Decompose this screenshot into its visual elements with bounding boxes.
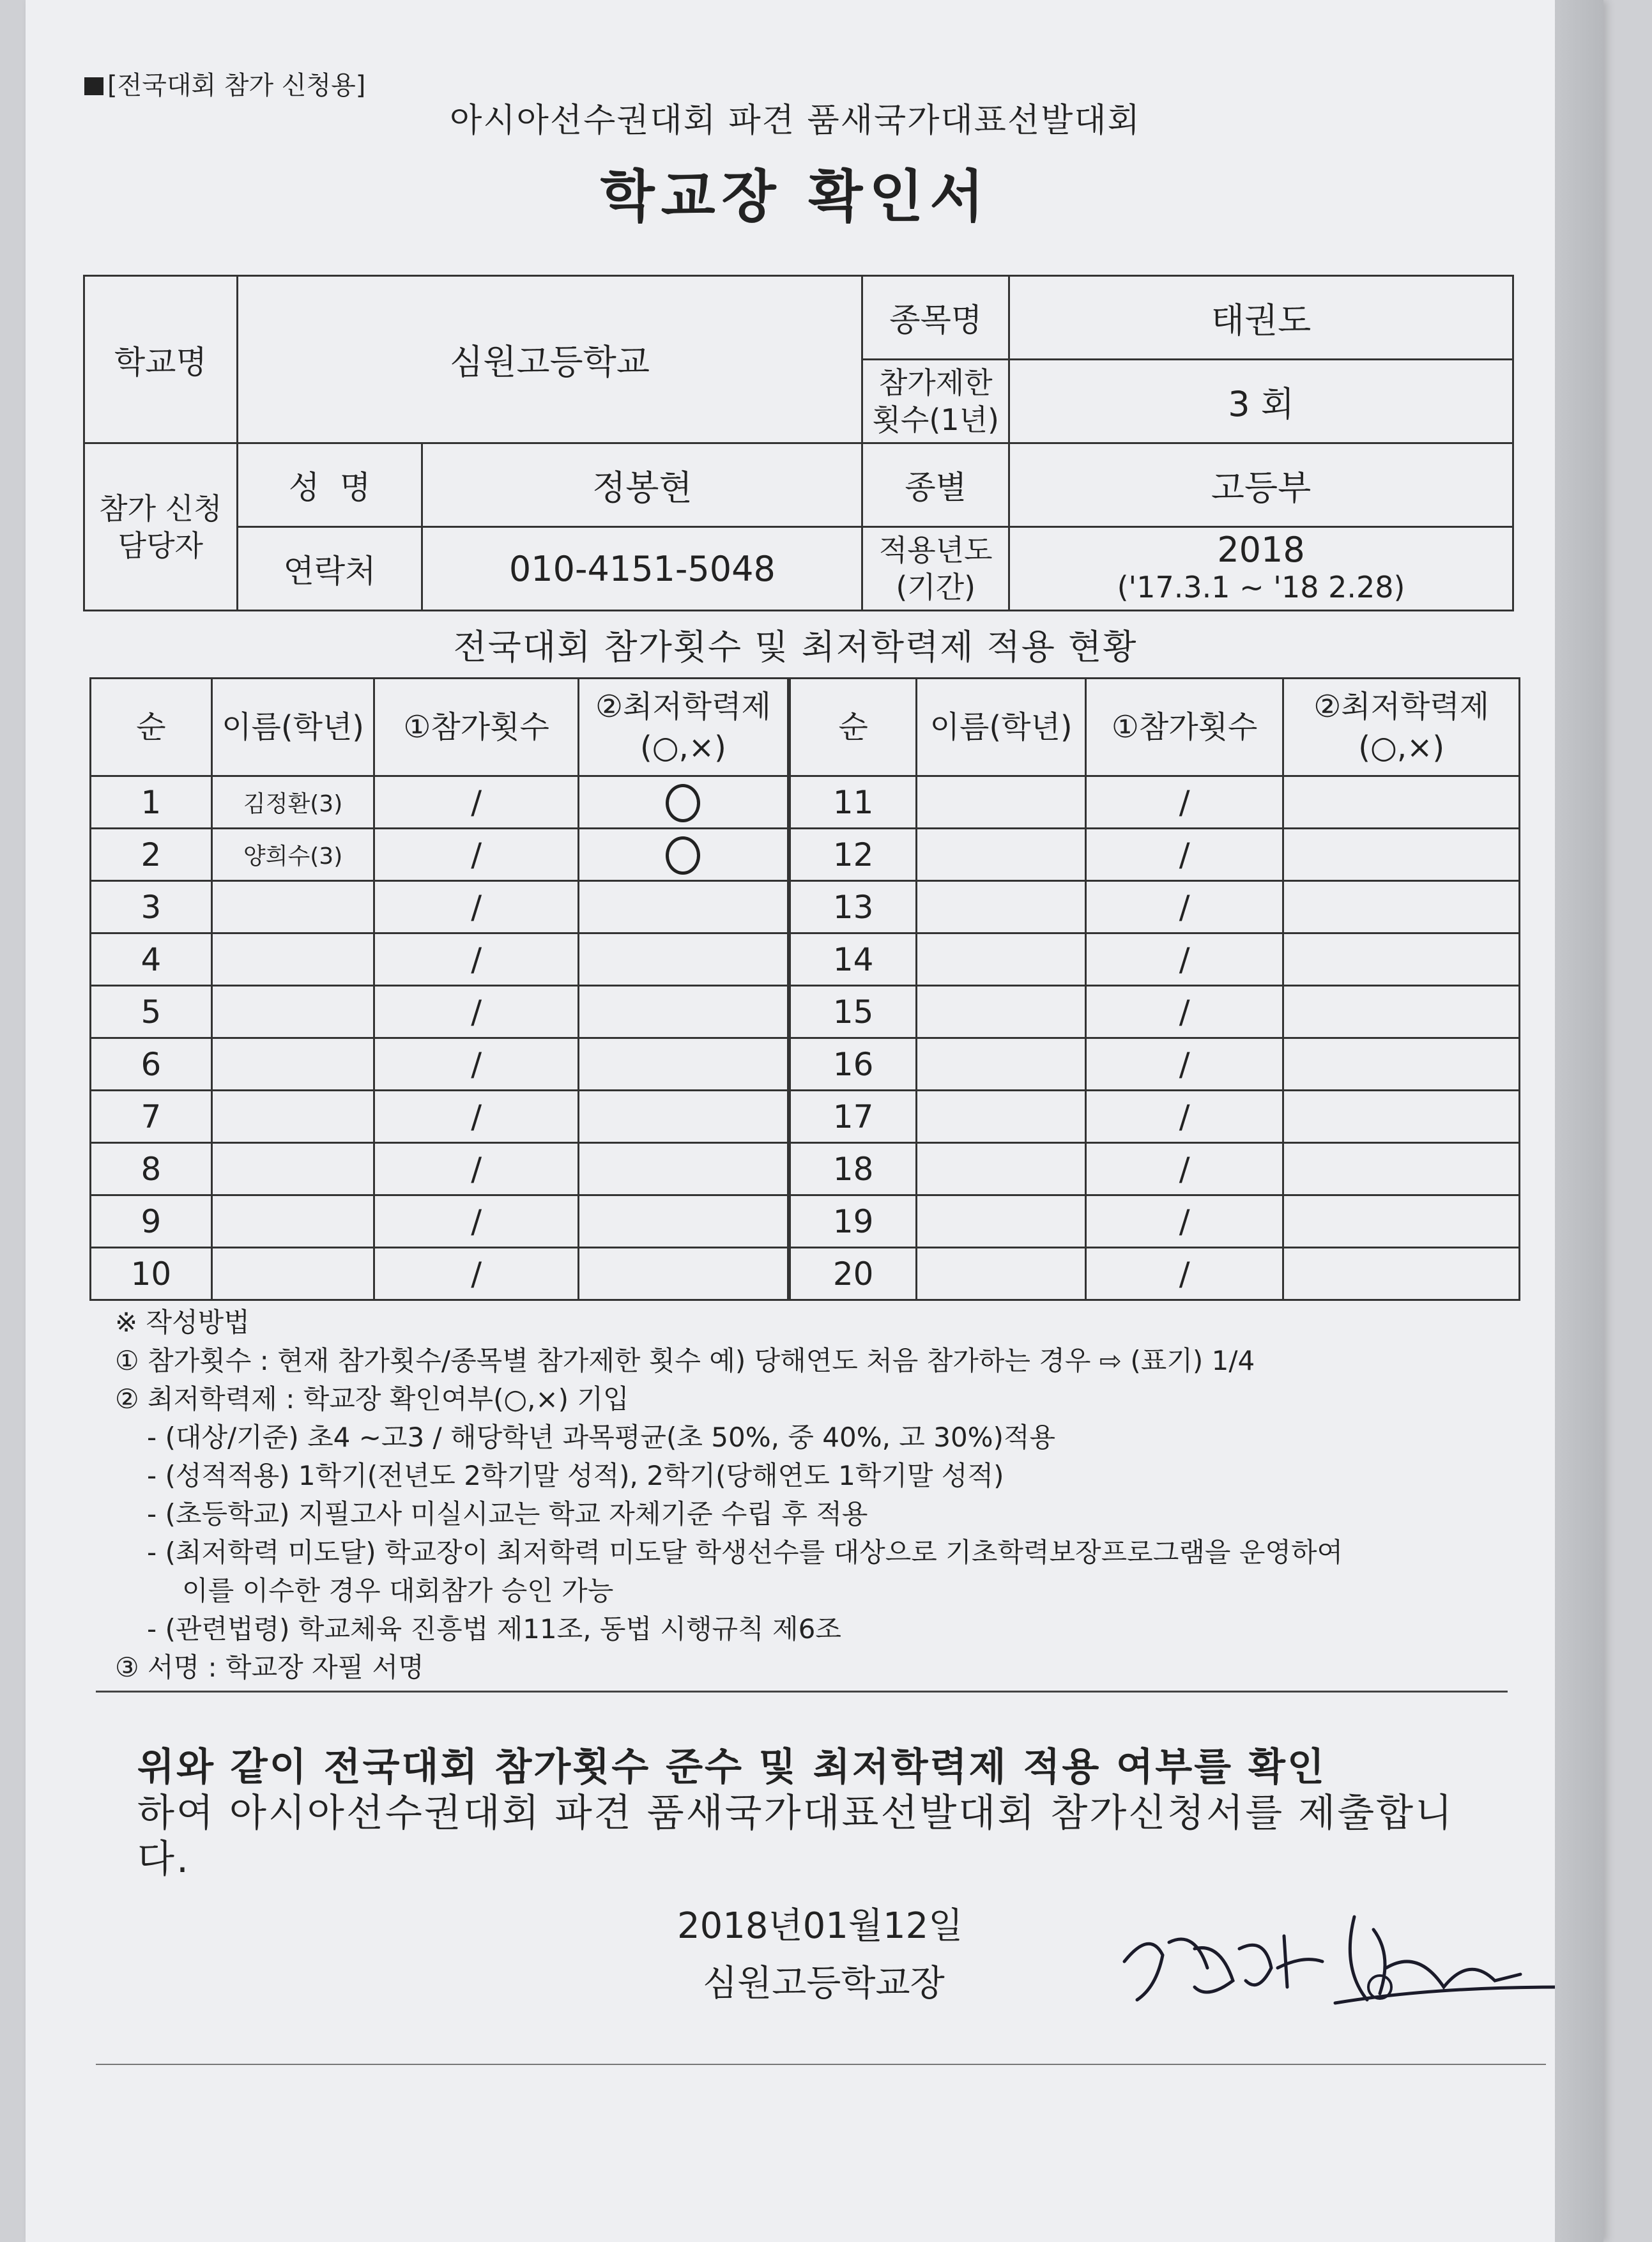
col-header-minimum: ②최저학력제 (○,×): [578, 679, 789, 776]
row-minimum: [578, 933, 789, 986]
row-count: /: [1085, 1195, 1283, 1248]
row-minimum: [1283, 829, 1520, 881]
row-minimum: [578, 776, 789, 829]
row-minimum: [1283, 881, 1520, 933]
col-header-count: ①참가횟수: [374, 679, 578, 776]
school-value: 심원고등학교: [237, 276, 862, 443]
row-count: /: [1085, 986, 1283, 1038]
row-minimum: [578, 1038, 789, 1091]
row-count: /: [374, 1248, 578, 1300]
row-minimum: [578, 829, 789, 881]
row-name: [917, 1091, 1086, 1143]
row-count: /: [1085, 1091, 1283, 1143]
row-no: 5: [91, 986, 212, 1038]
row-name: [917, 1195, 1086, 1248]
row-name: [917, 1143, 1086, 1195]
row-count: /: [1085, 881, 1283, 933]
row-name: [211, 1248, 374, 1300]
row-no: 1: [91, 776, 212, 829]
row-count: /: [374, 1143, 578, 1195]
table-row: [91, 1195, 1520, 1248]
row-count: /: [1085, 829, 1283, 881]
signature: [1112, 1891, 1597, 2019]
row-name: [917, 986, 1086, 1038]
row-minimum: [578, 881, 789, 933]
table-row: [91, 776, 1520, 829]
document-page: [26, 0, 1603, 2242]
signature-stroke: [1124, 1936, 1322, 2000]
row-count: /: [1085, 933, 1283, 986]
col-header-count: ①참가횟수: [1085, 679, 1283, 776]
table-body: [91, 776, 1520, 1300]
row-name: [211, 933, 374, 986]
col-header-no: 순: [789, 679, 917, 776]
table-row: [91, 881, 1520, 933]
row-minimum: [1283, 1143, 1520, 1195]
row-minimum: [1283, 1091, 1520, 1143]
row-name: [917, 933, 1086, 986]
row-count: /: [374, 1195, 578, 1248]
row-name: [917, 1248, 1086, 1300]
category-label: 종별: [862, 443, 1009, 527]
note-line: - (초등학교) 지필고사 미실시교는 학교 자체기준 수립 후 적용: [147, 1498, 868, 1530]
row-name: [917, 881, 1086, 933]
table-title: 전국대회 참가횟수 및 최저학력제 적용 현황: [453, 627, 1138, 667]
col-header-minimum: ②최저학력제 (○,×): [1283, 679, 1520, 776]
row-name: 양희수(3): [211, 829, 374, 881]
table-row: [91, 1091, 1520, 1143]
circle-mark-icon: [666, 784, 700, 822]
row-count: /: [374, 829, 578, 881]
row-name: [211, 1091, 374, 1143]
row-count: /: [1085, 1248, 1283, 1300]
note-line: - (최저학력 미도달) 학교장이 최저학력 미도달 학생선수를 대상으로 기초학력보장프로그램을 운영하여: [147, 1537, 1343, 1568]
row-no: 15: [789, 986, 917, 1038]
info-table: [83, 275, 1514, 611]
date: 2018년01월12일: [677, 1905, 963, 1947]
form-tag-text: [전국대회 참가 신청용]: [107, 71, 366, 100]
table-row: [91, 829, 1520, 881]
row-no: 20: [789, 1248, 917, 1300]
row-name: 김정환(3): [211, 776, 374, 829]
contact-label: 연락처: [237, 527, 422, 611]
row-no: 3: [91, 881, 212, 933]
row-count: /: [374, 1038, 578, 1091]
row-name: [211, 1195, 374, 1248]
note-line: ② 최저학력제 : 학교장 확인여부(○,×) 기입: [115, 1383, 629, 1415]
divider: [96, 1691, 1508, 1693]
year-label: 적용년도 (기간): [862, 527, 1009, 611]
row-minimum: [1283, 776, 1520, 829]
note-line: ① 참가횟수 : 현재 참가횟수/종목별 참가제한 횟수 예) 당해연도 처음 참가하는 경우 ⇨ (표기) 1/4: [115, 1345, 1255, 1376]
col-header-name: 이름(학년): [211, 679, 374, 776]
row-no: 2: [91, 829, 212, 881]
row-count: /: [1085, 1143, 1283, 1195]
circle-mark-icon: [666, 836, 700, 875]
row-count: /: [374, 986, 578, 1038]
row-no: 9: [91, 1195, 212, 1248]
contact-value: 010-4151-5048: [422, 527, 862, 611]
row-count: /: [1085, 1038, 1283, 1091]
row-no: 18: [789, 1143, 917, 1195]
name-value: 정봉현: [422, 443, 862, 527]
row-no: 4: [91, 933, 212, 986]
note-line: - (대상/기준) 초4 ~고3 / 해당학년 과목평균(초 50%, 중 40%, 고 30%)적용: [147, 1422, 1056, 1453]
row-minimum: [1283, 933, 1520, 986]
school-head: 심원고등학교장: [703, 1963, 945, 2004]
row-no: 11: [789, 776, 917, 829]
row-minimum: [1283, 1248, 1520, 1300]
row-name: [211, 1038, 374, 1091]
page-edge: [1555, 0, 1603, 2242]
row-no: 8: [91, 1143, 212, 1195]
row-count: /: [374, 881, 578, 933]
row-no: 12: [789, 829, 917, 881]
row-no: 16: [789, 1038, 917, 1091]
school-label: 학교명: [84, 276, 238, 443]
row-no: 19: [789, 1195, 917, 1248]
page-title: 학교장 확인서: [600, 164, 991, 229]
table-row: [91, 1038, 1520, 1091]
row-no: 14: [789, 933, 917, 986]
row-no: 17: [789, 1091, 917, 1143]
instructions-heading: ※ 작성방법: [115, 1307, 250, 1338]
row-no: 6: [91, 1038, 212, 1091]
subtitle: 아시아선수권대회 파견 품새국가대표선발대회: [450, 102, 1141, 140]
row-minimum: [578, 1143, 789, 1195]
row-minimum: [578, 1248, 789, 1300]
row-name: [211, 986, 374, 1038]
table-header-row: [91, 679, 1520, 776]
note-line: ③ 서명 : 학교장 자필 서명: [115, 1652, 424, 1683]
col-header-no: 순: [91, 679, 212, 776]
row-minimum: [578, 1091, 789, 1143]
row-no: 13: [789, 881, 917, 933]
table-row: [91, 933, 1520, 986]
declaration-line: 하여 아시아선수권대회 파견 품새국가대표선발대회 참가신청서를 제출합니: [137, 1791, 1455, 1836]
row-minimum: [578, 1195, 789, 1248]
event-value: 태권도: [1009, 276, 1513, 360]
period-value: ('17.3.1 ~ '18 2.28): [1117, 570, 1405, 604]
limit-label: 참가제한 횟수(1년): [862, 360, 1009, 443]
applicant-label: 참가 신청 담당자: [84, 443, 238, 611]
row-count: /: [374, 933, 578, 986]
row-count: /: [1085, 776, 1283, 829]
participation-table: [89, 677, 1520, 1301]
table-row: [91, 986, 1520, 1038]
col-header-name: 이름(학년): [917, 679, 1086, 776]
declaration-line: 다.: [137, 1837, 191, 1882]
declaration: [137, 1744, 1511, 1882]
divider: [96, 2064, 1546, 2065]
row-minimum: [1283, 1195, 1520, 1248]
row-count: /: [374, 776, 578, 829]
name-label: 성 명: [237, 443, 422, 527]
instructions: [115, 1303, 1520, 1687]
note-line: - (관련법령) 학교체육 진흥법 제11조, 동법 시행규칙 제6조: [147, 1613, 841, 1645]
square-bullet-icon: [84, 77, 103, 95]
row-name: [917, 776, 1086, 829]
year-value: 2018: [1217, 530, 1305, 570]
row-minimum: [1283, 986, 1520, 1038]
note-line: - (성적적용) 1학기(전년도 2학기말 성적), 2학기(당해연도 1학기말 성적): [147, 1460, 1004, 1491]
limit-value: 3 회: [1009, 360, 1513, 443]
row-minimum: [1283, 1038, 1520, 1091]
row-no: 7: [91, 1091, 212, 1143]
table-row: [91, 1248, 1520, 1300]
row-name: [917, 829, 1086, 881]
row-no: 10: [91, 1248, 212, 1300]
note-line: 이를 이수한 경우 대회참가 승인 가능: [182, 1575, 614, 1606]
row-name: [211, 1143, 374, 1195]
year-cell: [1009, 527, 1513, 611]
row-minimum: [578, 986, 789, 1038]
declaration-line: 위와 같이 전국대회 참가횟수 준수 및 최저학력제 적용 여부를 확인: [137, 1745, 1326, 1790]
row-name: [211, 881, 374, 933]
row-name: [917, 1038, 1086, 1091]
row-count: /: [374, 1091, 578, 1143]
table-row: [91, 1143, 1520, 1195]
category-value: 고등부: [1009, 443, 1513, 527]
event-label: 종목명: [862, 276, 1009, 360]
